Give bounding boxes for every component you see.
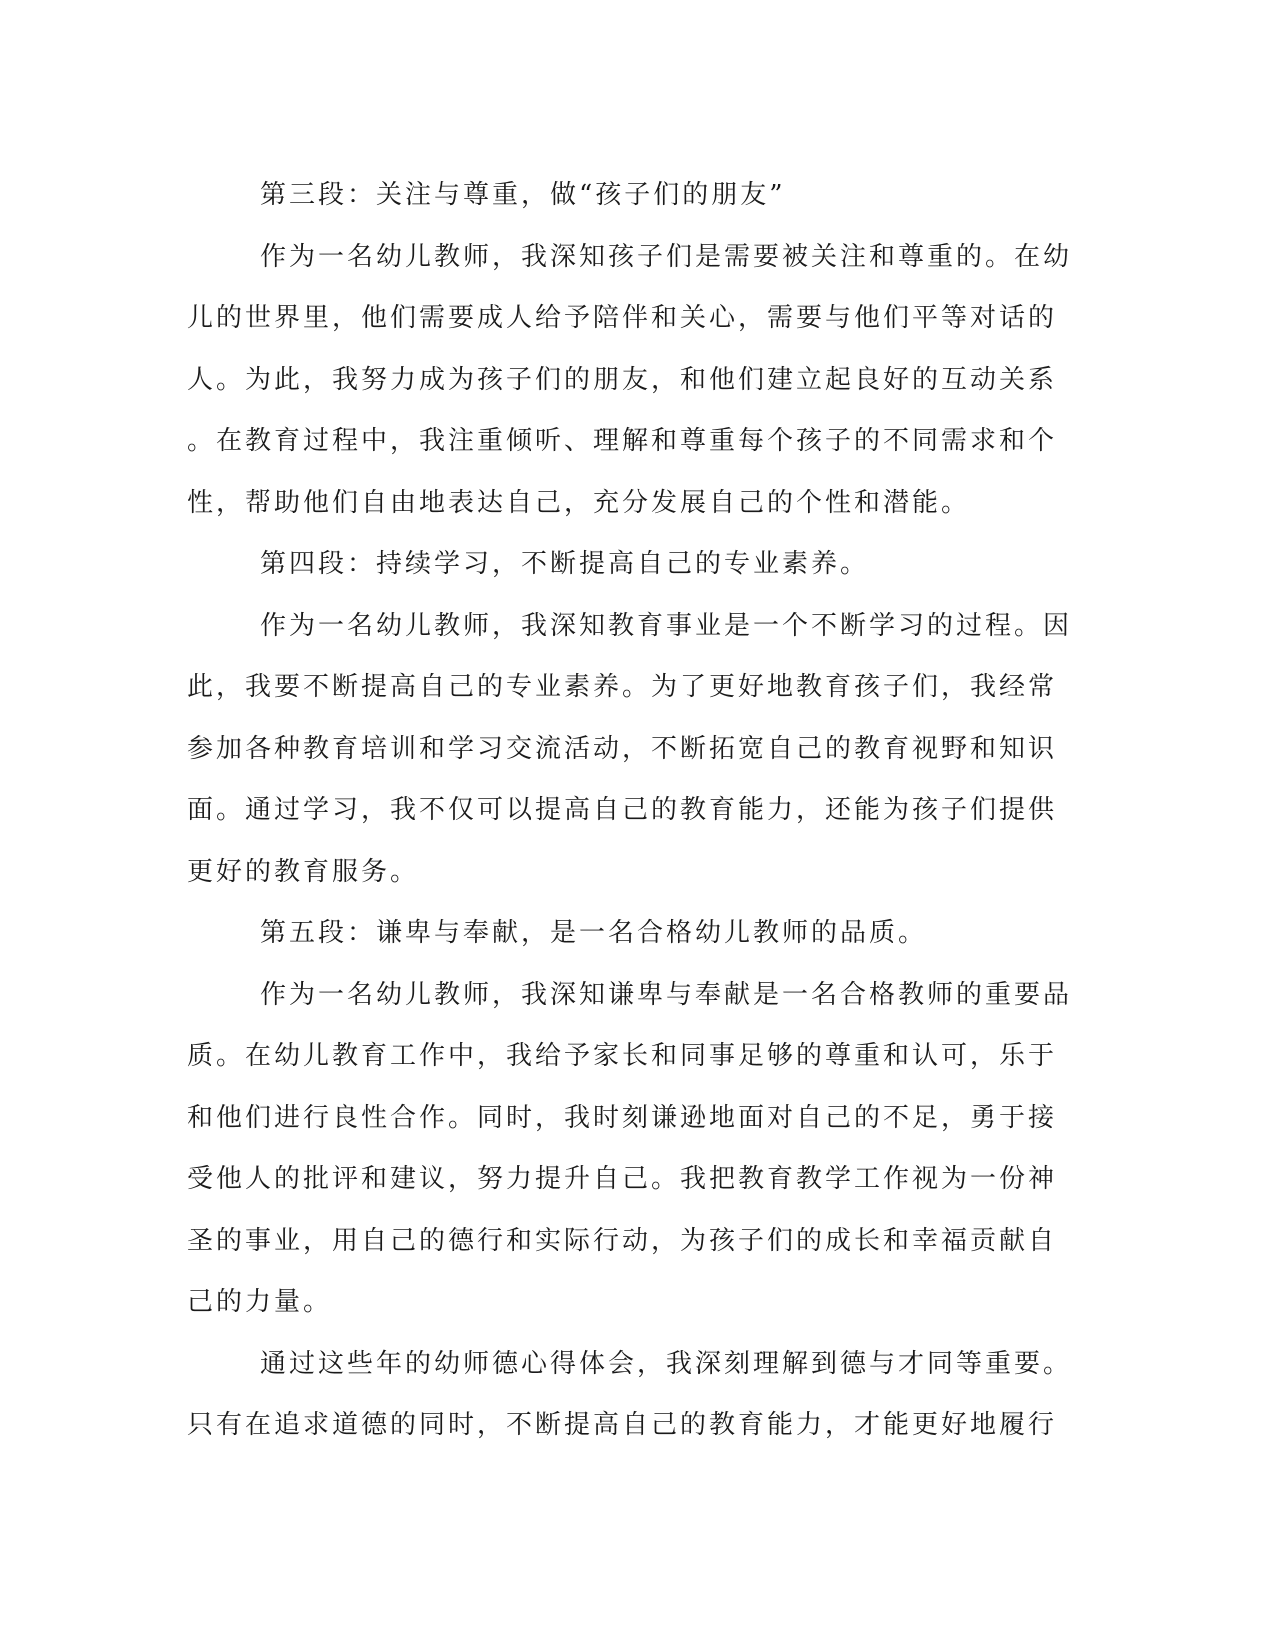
paragraph-line: 通过这些年的幼师德心得体会，我深刻理解到德与才同等重要。 bbox=[260, 1348, 1073, 1379]
section-heading-3: 第三段：关注与尊重，做“孩子们的朋友” bbox=[260, 180, 786, 210]
paragraph-line: 只有在追求道德的同时，不断提高自己的教育能力，才能更好地履行 bbox=[187, 1410, 1058, 1440]
paragraph-line: 此，我要不断提高自己的专业素养。为了更好地教育孩子们，我经常 bbox=[187, 672, 1058, 702]
section-heading-5: 第五段：谦卑与奉献，是一名合格幼儿教师的品质。 bbox=[260, 918, 928, 948]
document-body bbox=[187, 165, 1073, 1457]
paragraph-line: 作为一名幼儿教师，我深知教育事业是一个不断学习的过程。因 bbox=[260, 610, 1073, 641]
paragraph-line: 己的力量。 bbox=[187, 1287, 333, 1317]
paragraph-line: 作为一名幼儿教师，我深知谦卑与奉献是一名合格教师的重要品 bbox=[260, 979, 1073, 1010]
paragraph-line: 圣的事业，用自己的德行和实际行动，为孩子们的成长和幸福贡献自 bbox=[187, 1225, 1058, 1256]
paragraph-line: 参加各种教育培训和学习交流活动，不断拓宽自己的教育视野和知识 bbox=[187, 733, 1058, 764]
paragraph-line: 面。通过学习，我不仅可以提高自己的教育能力，还能为孩子们提供 bbox=[187, 795, 1058, 825]
paragraph-line: 作为一名幼儿教师，我深知孩子们是需要被关注和尊重的。在幼 bbox=[260, 241, 1073, 272]
paragraph-line: 。在教育过程中，我注重倾听、理解和尊重每个孩子的不同需求和个 bbox=[187, 426, 1058, 456]
paragraph-line: 人。为此，我努力成为孩子们的朋友，和他们建立起良好的互动关系 bbox=[187, 364, 1058, 395]
paragraph-line: 质。在幼儿教育工作中，我给予家长和同事足够的尊重和认可，乐于 bbox=[187, 1041, 1058, 1071]
section-heading-4: 第四段：持续学习，不断提高自己的专业素养。 bbox=[260, 549, 870, 579]
paragraph-line: 性，帮助他们自由地表达自己，充分发展自己的个性和潜能。 bbox=[187, 487, 971, 518]
paragraph-line: 和他们进行良性合作。同时，我时刻谦逊地面对自己的不足，勇于接 bbox=[187, 1102, 1058, 1133]
paragraph-line: 受他人的批评和建议，努力提升自己。我把教育教学工作视为一份神 bbox=[187, 1164, 1058, 1194]
paragraph-line: 更好的教育服务。 bbox=[187, 856, 420, 887]
paragraph-line: 儿的世界里，他们需要成人给予陪伴和关心，需要与他们平等对话的 bbox=[187, 303, 1058, 333]
